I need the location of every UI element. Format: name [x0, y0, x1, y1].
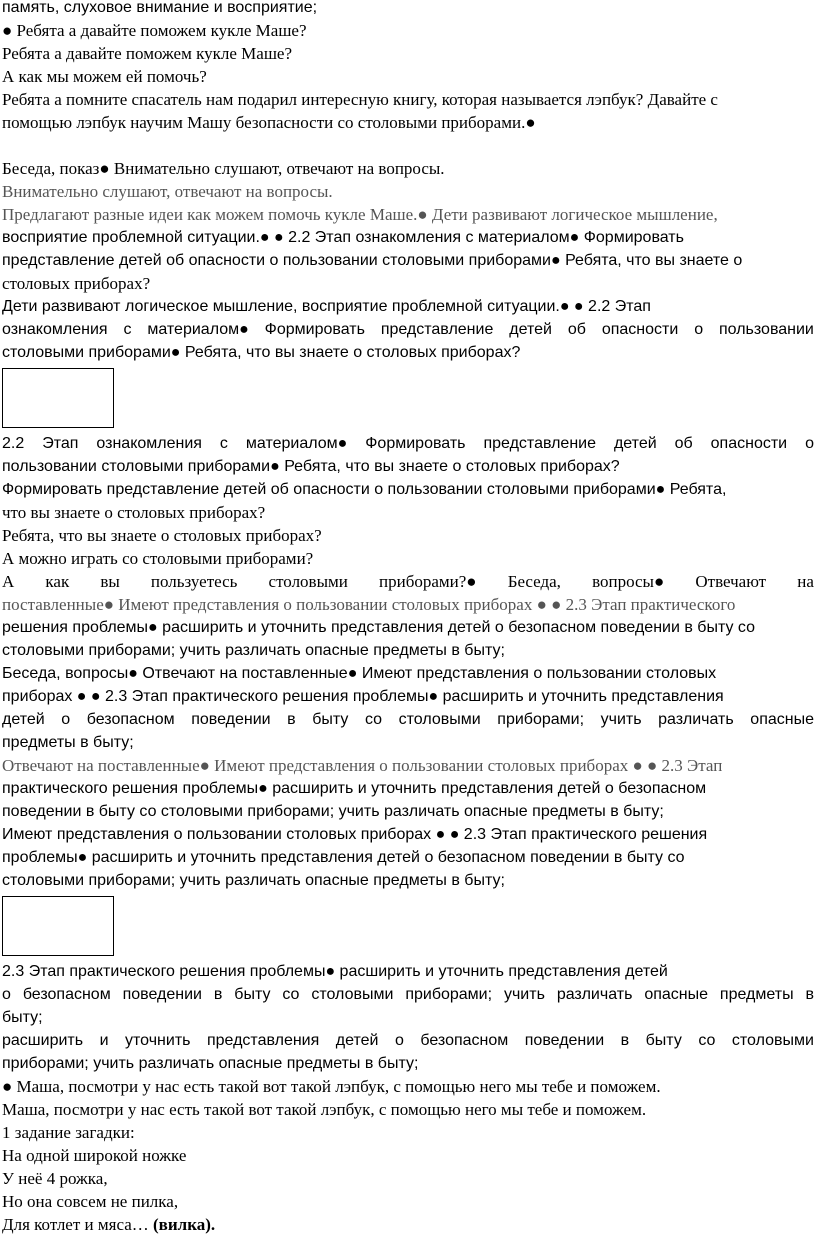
- word: Отвечают: [695, 572, 767, 591]
- word: быту: [312, 711, 349, 728]
- text-line: [0, 983, 816, 1006]
- text-line: Для котлет и мяса… (вилка).: [2, 1215, 216, 1234]
- word: А: [2, 572, 15, 591]
- text-line: 2.3 Этап практического решения проблемы● расширить и уточнить представления детей: [2, 963, 668, 980]
- word: поведении: [122, 986, 202, 1003]
- text-line: Отвечают на поставленные● Имеют представления о пользовании столовых приборах ● ● 2.3 Этап: [2, 756, 723, 775]
- text-line: Формировать представление детей об опасности о пользовании столовыми приборами● Ребята,: [2, 481, 727, 498]
- word: со: [698, 1032, 716, 1049]
- text-line: [0, 708, 816, 731]
- word: как: [45, 572, 70, 591]
- word: 2.2: [2, 435, 25, 452]
- text-line: Беседа, вопросы● Отвечают на поставленные● Имеют представления о пользовании столовых: [2, 665, 717, 682]
- word: ознакомления: [2, 321, 108, 338]
- text-line: Ребята, что вы знаете о столовых приборах?: [2, 526, 322, 545]
- text-line: Ребята а давайте поможем кукле Маше?: [2, 44, 292, 63]
- word: безопасном: [22, 986, 111, 1003]
- text-line: представление детей об опасности о пользовании столовыми приборами● Ребята, что вы знаете о: [2, 252, 743, 269]
- word: о: [61, 711, 71, 728]
- word: Формировать: [365, 435, 466, 452]
- text-line: память, слуховое внимание и восприятие;: [2, 0, 318, 16]
- word: учить: [503, 986, 545, 1003]
- word: со: [282, 986, 300, 1003]
- image-placeholder: [2, 896, 114, 956]
- word: в: [620, 1032, 630, 1049]
- word: безопасном: [420, 1032, 509, 1049]
- word: вы: [100, 572, 120, 591]
- word: о: [394, 1032, 404, 1049]
- word: приборами;: [405, 986, 493, 1003]
- text-line: предметы в быту;: [2, 734, 134, 751]
- word: быту: [645, 1032, 682, 1049]
- text-line: [0, 570, 816, 593]
- word: столовыми: [268, 572, 348, 591]
- text-line: Беседа, показ● Внимательно слушают, отвечают на вопросы.: [2, 159, 445, 178]
- text-line: столовыми приборами; учить различать опасные предметы в быту;: [2, 642, 505, 659]
- word: представление: [483, 435, 596, 452]
- text-line: [0, 432, 816, 455]
- word: в: [213, 986, 223, 1003]
- word: детей: [509, 321, 552, 338]
- text-line: На одной широкой ножке: [2, 1146, 187, 1165]
- text-line: столовых приборах?: [2, 274, 151, 293]
- word: о: [805, 435, 814, 452]
- word: и: [99, 1032, 109, 1049]
- text-line: Дети развивают логическое мышление, восприятие проблемной ситуации.● ● 2.2 Этап: [2, 298, 651, 315]
- text-line: поведении в быту со столовыми приборами; учить различать опасные предметы в быту;: [2, 803, 664, 820]
- text-line: практического решения проблемы● расширить и уточнить представления детей о безопасном: [2, 780, 707, 797]
- word: пользуетесь: [150, 572, 238, 591]
- word: со: [365, 711, 383, 728]
- text-line: Имеют представления о пользовании столовых приборах ● ● 2.3 Этап практического решения: [2, 826, 708, 843]
- word: предметы: [719, 986, 794, 1003]
- text-line: что вы знаете о столовых приборах?: [2, 503, 266, 522]
- word: различать: [556, 986, 633, 1003]
- text-line: приборами; учить различать опасные предметы в быту;: [2, 1055, 419, 1072]
- text-line: 1 задание загадки:: [2, 1123, 135, 1142]
- word: о: [694, 321, 704, 338]
- text-line: помощью лэпбук научим Машу безопасности со столовыми приборами.●: [2, 113, 536, 132]
- text-line: столовыми приборами; учить различать опасные предметы в быту;: [2, 872, 505, 889]
- text-line: Маша, посмотри у нас есть такой вот такой лэпбук, с помощью него мы тебе и поможем.: [2, 1100, 647, 1119]
- word: уточнить: [125, 1032, 191, 1049]
- text-line: Предлагают разные идеи как можем помочь кукле Маше.● Дети развивают логическое мышление,: [2, 205, 718, 224]
- word: столовыми: [731, 1032, 814, 1049]
- text-line: быту;: [2, 1009, 43, 1026]
- word: материалом●: [147, 321, 249, 338]
- text-line: решения проблемы● расширить и уточнить представления детей о безопасном поведении в быту со: [2, 619, 755, 636]
- word: Формировать: [264, 321, 365, 338]
- word: Этап: [42, 435, 79, 452]
- word: в: [805, 986, 814, 1003]
- riddle-answer: (вилка).: [148, 1215, 216, 1234]
- word: различать: [658, 711, 734, 728]
- text-line: А можно играть со столовыми приборами?: [2, 549, 314, 568]
- text-line: [0, 318, 816, 341]
- word: детей: [613, 435, 657, 452]
- word: представления: [206, 1032, 320, 1049]
- word: детей: [2, 711, 45, 728]
- word: вопросы●: [592, 572, 665, 591]
- word: столовыми: [398, 711, 481, 728]
- word: ознакомления: [96, 435, 202, 452]
- word: опасные: [750, 711, 814, 728]
- word: с: [219, 435, 228, 452]
- text-line: восприятие проблемной ситуации.● ● 2.2 Этап ознакомления с материалом● Формировать: [2, 229, 684, 246]
- word: в: [287, 711, 296, 728]
- text-line: А как мы можем ей помочь?: [2, 67, 207, 86]
- word: столовыми: [311, 986, 394, 1003]
- text-line: поставленные● Имеют представления о пользовании столовых приборах ● ● 2.3 Этап практического: [2, 595, 736, 614]
- text-line: пользовании столовыми приборами● Ребята, что вы знаете о столовых приборах?: [2, 458, 620, 475]
- word: детей: [335, 1032, 379, 1049]
- word: опасности: [601, 321, 679, 338]
- word: о: [2, 986, 11, 1003]
- image-placeholder: [2, 368, 114, 428]
- text-line: Ребята а помните спасатель нам подарил интересную книгу, которая называется лэпбук? Давайте с: [2, 90, 718, 109]
- text-line: Но она совсем не пилка,: [2, 1192, 179, 1211]
- word: на: [797, 572, 814, 591]
- word: об: [674, 435, 693, 452]
- word: приборами;: [497, 711, 585, 728]
- word: безопасном: [86, 711, 175, 728]
- blank-line: [0, 134, 816, 157]
- text-line: проблемы● расширить и уточнить представления детей о безопасном поведении в быту со: [2, 849, 685, 866]
- text-line: [0, 1029, 816, 1052]
- word: приборами?●: [379, 572, 477, 591]
- text-line: Внимательно слушают, отвечают на вопросы.: [2, 182, 333, 201]
- word: быту: [234, 986, 271, 1003]
- word: об: [567, 321, 586, 338]
- word: расширить: [2, 1032, 84, 1049]
- word: учить: [600, 711, 642, 728]
- text-line: ● Ребята а давайте поможем кукле Маше?: [2, 21, 307, 40]
- text-line: приборах ● ● 2.3 Этап практического решения проблемы● расширить и уточнить представления: [2, 688, 724, 705]
- word: опасные: [644, 986, 709, 1003]
- text-line: столовыми приборами● Ребята, что вы знаете о столовых приборах?: [2, 344, 521, 361]
- word: поведении: [191, 711, 271, 728]
- word: Беседа,: [507, 572, 561, 591]
- word: поведении: [524, 1032, 605, 1049]
- word: опасности: [710, 435, 788, 452]
- word: с: [123, 321, 132, 338]
- text-line: У неё 4 рожка,: [2, 1169, 108, 1188]
- word: материалом●: [245, 435, 348, 452]
- text-line: ● Маша, посмотри у нас есть такой вот такой лэпбук, с помощью него мы тебе и поможем.: [2, 1077, 661, 1096]
- word: пользовании: [719, 321, 814, 338]
- word: представление: [380, 321, 494, 338]
